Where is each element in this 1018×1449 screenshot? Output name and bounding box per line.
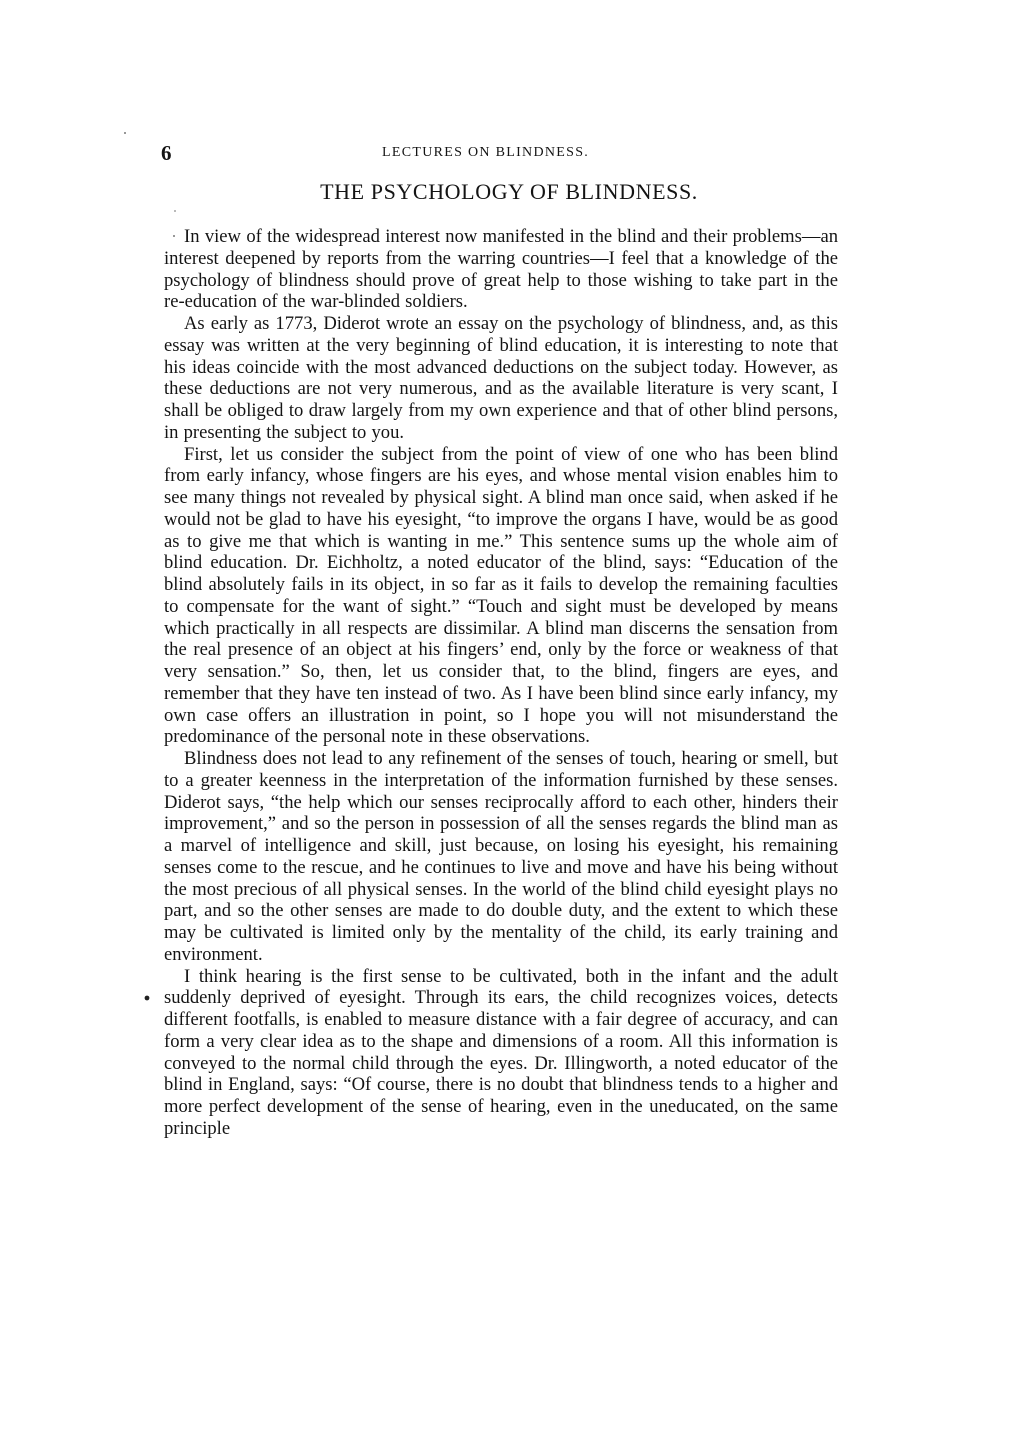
article-title: THE PSYCHOLOGY OF BLINDNESS. bbox=[320, 179, 698, 204]
paragraph: First, let us consider the subject from the point of view of one who has been blind from early infancy, whose fingers are his eyes, and whose mental vision enables him to see many things not revealed by physical sight. A blind man once said, when asked if he would not be glad to have his eyesight, “to improve the organs I have, would be as good as to give me that which is wanting in me.” This sentence sums up the whole aim of blind education. Dr. Eichholtz, a noted educator of the blind, says: “Education of the blind absolutely fails in its object, in so far as it fails to develop the remaining faculties to compensate for the want of sight.” “Touch and sight must be developed by means which practically in all respects are dissimilar. A blind man discerns the sensation from the real presence of an object at his fingers’ end, only by the force or weakness of that very sensation.” So, then, let us consider that, to the blind, fingers are eyes, and remember that they have ten instead of two. As I have been blind since early infancy, my own case offers an illustration in point, so I hope you will not misunderstand the predominance of the personal note in these observations. bbox=[164, 443, 838, 748]
paragraph: As early as 1773, Diderot wrote an essay on the psychology of blindness, and, as this essay was written at the very beginning of blind education, it is interesting to note that his ideas coincide with the most advanced deductions on the subject today. However, as these deductions are not very numerous, and as the available literature is very scant, I shall be obliged to draw largely from my own experience and that of other blind persons, in presenting the subject to you. bbox=[164, 313, 838, 443]
paragraph: I think hearing is the first sense to be cultivated, both in the infant and the adult suddenly deprived of eyesight. Through its ears, the child recognizes voices, detects different footfalls, is enabled to measure distance with a fair degree of accuracy, and can form a very clear idea as to the shape and dimensions of a room. All this information is conveyed to the normal child through the eyes. Dr. Illingworth, a noted educator of the blind in England, says: “Of course, there is no doubt that blindness tends to a higher and more perfect development of the sense of hearing, even in the uneducated, on the same principle bbox=[164, 965, 838, 1139]
article-body bbox=[164, 226, 838, 1140]
running-head: LECTURES ON BLINDNESS. bbox=[382, 145, 590, 160]
page-number: 6 bbox=[161, 141, 172, 165]
paragraph: In view of the widespread interest now manifested in the blind and their problems—an interest deepened by reports from the warring countries—I feel that a knowledge of the psychology of blindness should prove of great help to those wishing to take part in the re-education of the war-blinded soldiers. bbox=[164, 226, 838, 313]
paragraph: Blindness does not lead to any refinement of the senses of touch, hearing or smell, but to a greater keenness in the interpretation of the information furnished by these senses. Diderot says, “the help which our senses reciprocally afford to each other, hinders their improvement,” and so the person in possession of all the senses regards the blind man as a marvel of intelligence and skill, just because, on losing his eyesight, his remaining senses come to the rescue, and he continues to live and move and have his being without the most precious of all physical senses. In the world of the blind child eyesight plays no part, and so the other senses are made to do double duty, and the extent to which these may be cultivated is limited only by the mentality of the child, its early training and environment. bbox=[164, 748, 838, 965]
